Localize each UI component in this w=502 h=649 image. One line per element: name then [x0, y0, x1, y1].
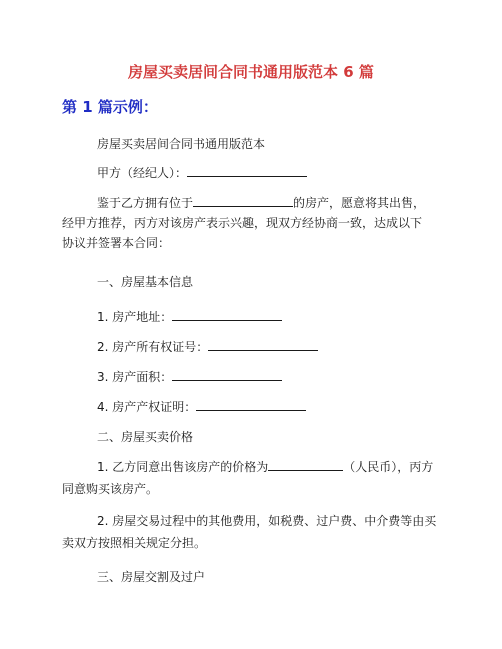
property-location-blank [193, 195, 293, 207]
section-3-heading: 三、房屋交割及过户 [97, 570, 206, 584]
ownership-proof-blank [196, 399, 306, 411]
intro-1-suffix: 的房产，愿意将其出售， [293, 196, 426, 210]
item-4-label: 4. 房产产权证明： [97, 400, 197, 414]
price-2-line-2: 卖双方按照相关规定分担。 [62, 536, 207, 550]
section-2-heading: 二、房屋买卖价格 [97, 430, 194, 444]
price-1-line-2: 同意购买该房产。 [62, 482, 159, 496]
item-2-label: 2. 房产所有权证号： [97, 340, 209, 354]
price-1-prefix: 1. 乙方同意出售该房产的价格为 [97, 460, 269, 474]
party-a-line [97, 165, 307, 182]
section-1-heading: 一、房屋基本信息 [97, 275, 194, 289]
document-title: 房屋买卖居间合同书通用版范本 6 篇 [128, 63, 374, 81]
item-2-line [97, 339, 318, 356]
certificate-number-blank [208, 339, 318, 351]
price-2-line-1: 2. 房屋交易过程中的其他费用，如税费、过户费、中介费等由买 [97, 514, 437, 528]
area-blank [172, 369, 282, 381]
item-3-line [97, 369, 282, 386]
price-1-suffix: （人民币），丙方 [343, 460, 434, 474]
intro-1-prefix: 鉴于乙方拥有位于 [97, 196, 194, 210]
party-a-label: 甲方（经纪人）： [97, 166, 188, 180]
intro-line-1 [97, 195, 425, 212]
party-a-blank [187, 165, 307, 177]
contract-name: 房屋买卖居间合同书通用版范本 [97, 137, 266, 151]
price-1-line [97, 459, 433, 476]
item-1-line [97, 309, 282, 326]
address-blank [172, 309, 282, 321]
price-blank [268, 459, 343, 471]
item-3-label: 3. 房产面积： [97, 370, 173, 384]
item-1-label: 1. 房产地址： [97, 310, 173, 324]
intro-line-2: 经甲方推荐，丙方对该房产表示兴趣，现双方经协商一致，达成以下 [62, 216, 423, 230]
example-heading: 第 1 篇示例： [62, 98, 158, 116]
item-4-line [97, 399, 306, 416]
intro-line-3: 协议并签署本合同： [62, 236, 171, 250]
